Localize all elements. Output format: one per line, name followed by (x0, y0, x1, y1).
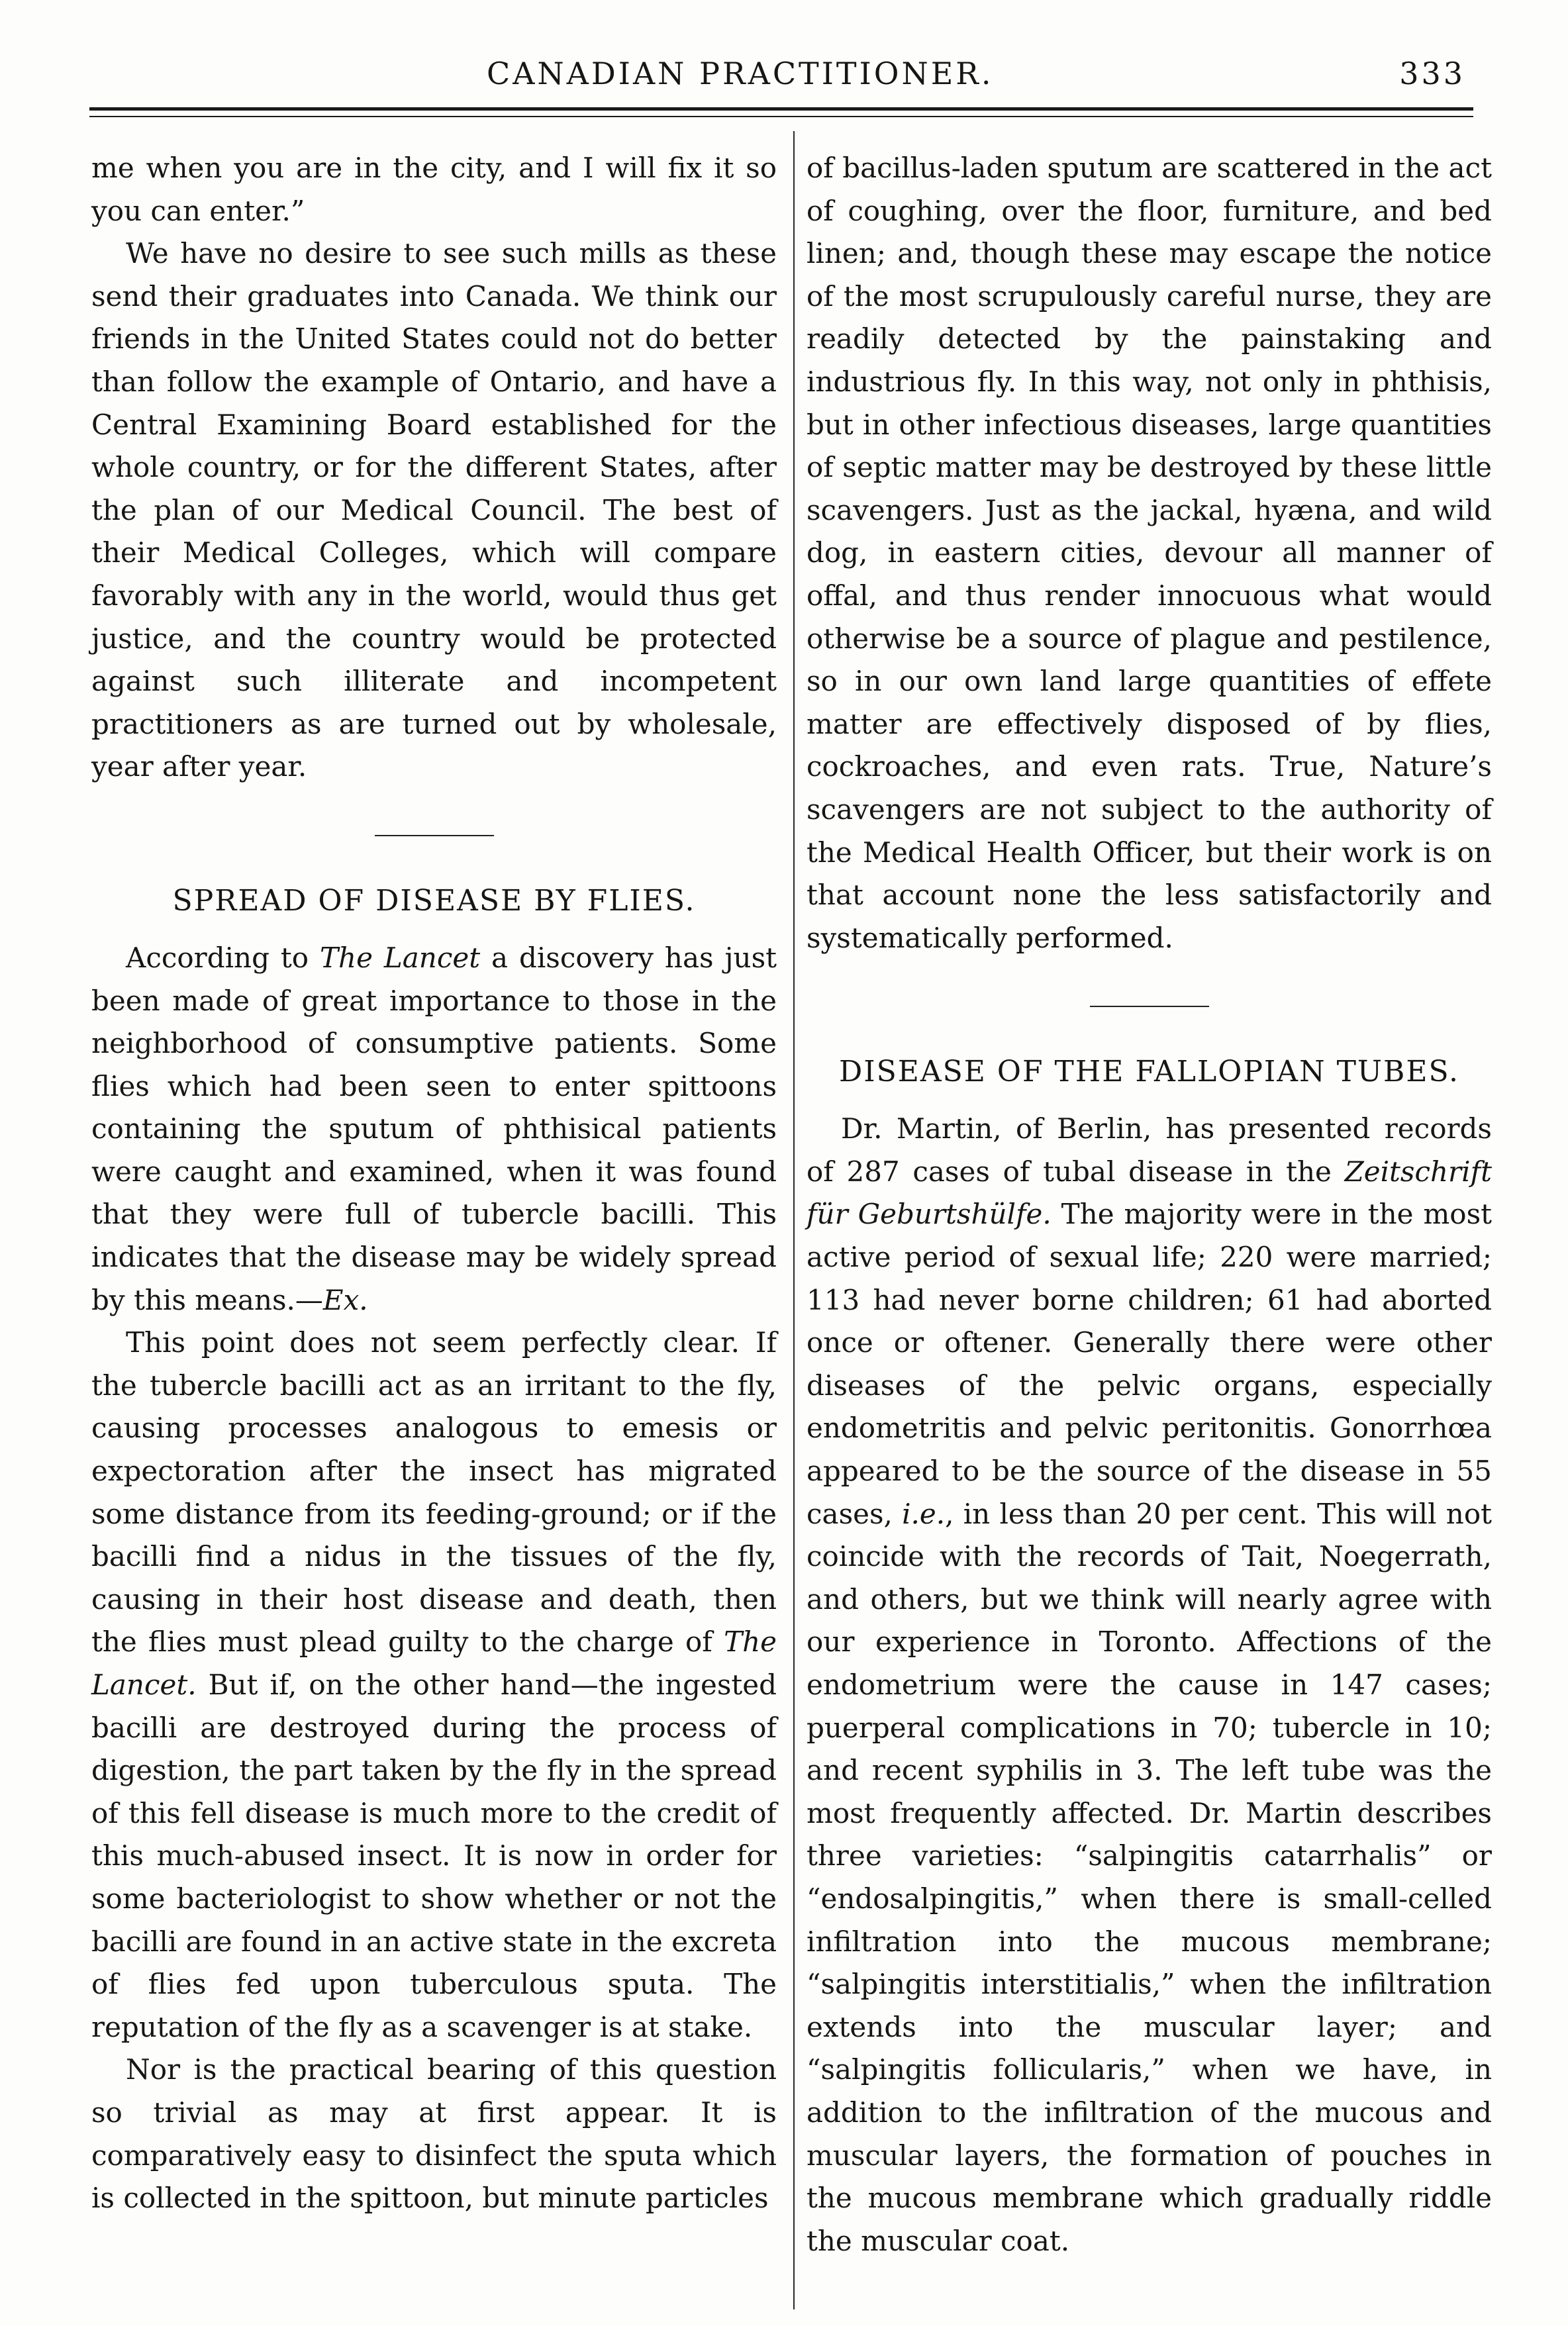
continued-paragraph-right: of bacillus-laden sputum are scattered in the act of coughing, over the floor, furniture, and bed linen; and, though these may escape the notice of the most scrupulously careful nurse, they are readily detected by the painstaking and industrious fly. In this way, not only in phthisis, but in other infectious diseases, large quantities of septic matter may be destroyed by these little scavengers. Just as the jackal, hyæna, and wild dog, in eastern cities, devour all manner of offal, and thus render innocuous what would otherwise be a source of plague and pestilence, so in our own land large quantities of effete matter are effectively disposed of by flies, cockroaches, and even rats. True, Nature’s scavengers are not subject to the authority of the Medical Health Officer, but their work is on that account none the less satisfactorily and systematically performed. (807, 152, 1492, 954)
martin-ie: i.e. (902, 1497, 946, 1530)
header-rule-thick (89, 107, 1473, 111)
article-heading-fallopian: DISEASE OF THE FALLOPIAN TUBES. (838, 1055, 1460, 1089)
martin-text-c: , in less than 20 per cent. This will not coincide with the records of Tait, Noegerrath, and others, but we think will nearly agree with our experience in Toronto. Affections of the endometrium were the cause in 147 cases; puerperal complications in 70; tubercle in 10; and recent syphilis in 3. The left tube was the most frequently affected. Dr. Martin describes three varieties: “salpingitis catarrhalis” or “endosalpingitis,” when there is small-celled infiltration into the mucous membrane; “salpingitis interstitialis,” when the infiltration extends into the muscular layer; and “salpingitis follicularis,” when we have, in addition to the infiltration of the mucous and muscular layers, the formation of pouches in the mucous membrane which gradually riddle the muscular coat. (807, 1497, 1492, 2257)
martin-text-a: Dr. Martin, of Berlin, has presented records of 287 cases of tubal disease in the (807, 1112, 1492, 1188)
paragraph-lancet (91, 937, 777, 1322)
paragraph-practical: Nor is the practical bearing of this question so trivial as may at first appear. It is comparatively easy to disinfect the sputa which is collected in the spittoon, but minute particles (91, 2053, 777, 2215)
martin-journal-name: Zeitschrift für Geburtshülfe. (807, 1155, 1492, 1231)
page-number: 333 (1399, 56, 1465, 91)
lancet-text-b: a discovery has just been made of great importance to those in the neighborhood of consumptive patients. Some flies which had been seen to enter spittoons containing the sputum of phthisical patients were caught and examined, when it was found that they were full of tubercle bacilli. This indicates that the disease may be widely spread by this means.— (91, 941, 777, 1316)
journal-title: CANADIAN PRACTITIONER. (487, 56, 994, 91)
header-rule-thin (89, 116, 1473, 117)
running-header (89, 52, 1473, 98)
left-column (91, 147, 777, 2220)
paragraph-mills: We have no desire to see such mills as these send their graduates into Canada. We think our friends in the United States could not do better than follow the example of Ontario, and have a Central Examining Board established for the whole country, or for the different States, after the plan of our Medical Council. The best of their Medical Colleges, which will compare favorably with any in the world, would thus get justice, and the country would be protected against such illiterate and incompetent practitioners as are turned out by wholesale, year after year. (91, 237, 777, 783)
right-column (807, 147, 1492, 2262)
paragraph-martin (807, 1108, 1492, 2262)
point-text-a: This point does not seem perfectly clear. If the tubercle bacilli act as an irritant to the fly, causing processes analogous to emesis or expectoration after the insect has migrated some distance from its feeding-ground; or if the bacilli find a nidus in the tissues of the fly, causing in their host disease and death, then the flies must plead guilty to the charge of (91, 1326, 777, 1659)
article-heading-flies: SPREAD OF DISEASE BY FLIES. (172, 883, 696, 918)
point-journal-name: The Lancet. (91, 1625, 777, 1701)
martin-text-b: The majority were in the most active period of sexual life; 220 were married; 113 had never borne children; 61 had aborted once or oftener. Generally there were other diseases of the pelvic organs, especially endometritis and pelvic peritonitis. Gonorrhœa appeared to be the source of the disease in 55 cases, (807, 1198, 1492, 1530)
paragraph-point (91, 1322, 777, 2049)
point-text-b: But if, on the other hand—the ingested bacilli are destroyed during the process of digestion, the part taken by the fly in the spread of this fell disease is much more to the credit of this much-abused insect. It is now in order for some bacteriologist to show whether or not the bacilli are found in an active state in the excreta of flies fed upon tuberculous sputa. The reputation of the fly as a scavenger is at stake. (91, 1669, 777, 2043)
lancet-text-a: According to (126, 941, 320, 974)
lancet-source: Ex. (322, 1283, 368, 1316)
lancet-journal-name: The Lancet (320, 941, 481, 974)
continued-paragraph: me when you are in the city, and I will fix it so you can enter.” (91, 152, 777, 227)
column-divider (793, 131, 795, 2309)
